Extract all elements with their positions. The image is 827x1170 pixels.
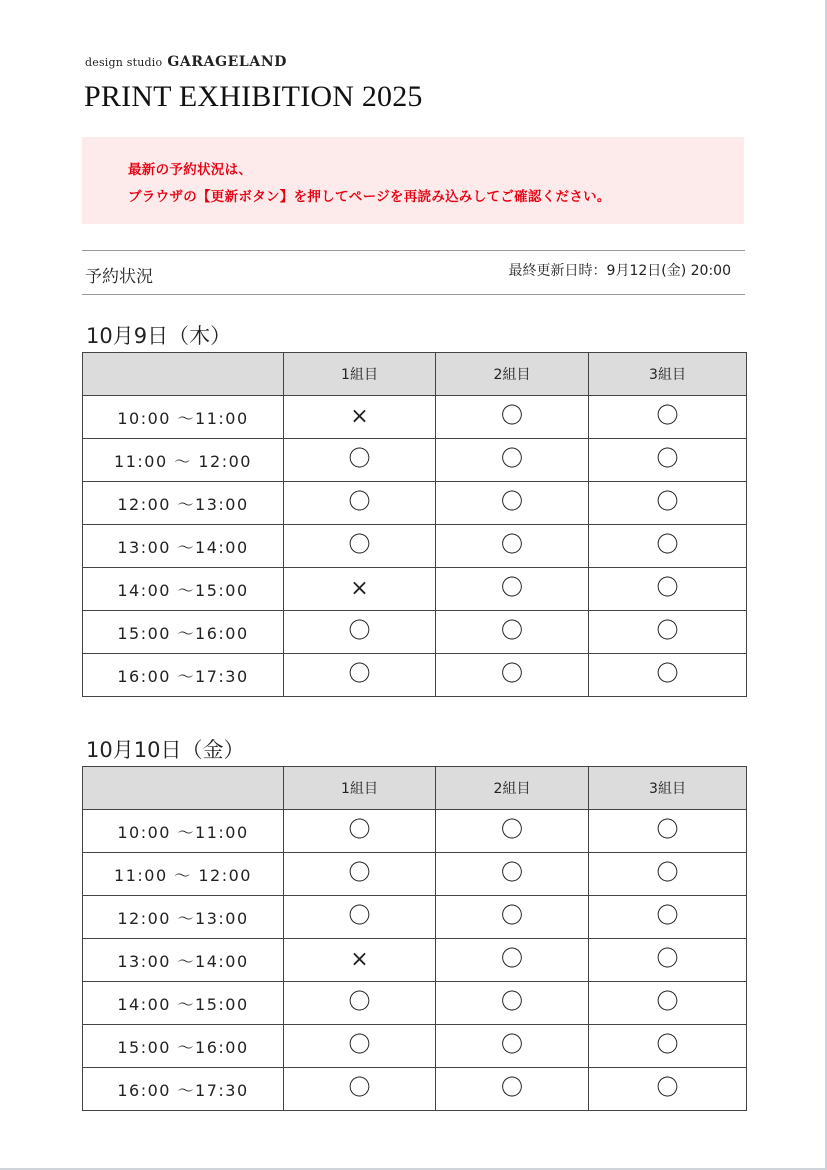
status-mark: 〇 [348,619,371,644]
last-updated: 最終更新日時：9月12日(金) 20:00 [508,263,731,279]
time-slot: 13:00 ～14:00 [83,939,284,982]
day-title: 10月9日（木） [86,324,232,348]
status-mark: 〇 [500,990,523,1015]
status-mark: × [350,404,369,429]
header-cell [83,353,284,396]
slot-status [436,853,589,896]
status-mark: 〇 [500,947,523,972]
slot-status [436,439,589,482]
slot-status [284,810,436,853]
status-mark: 〇 [656,662,679,687]
status-mark: 〇 [348,447,371,472]
slot-status [589,568,747,611]
header-cell: 2組目 [436,353,589,396]
status-bar [82,250,745,295]
slot-status [436,396,589,439]
day-title: 10月10日（金） [86,738,245,762]
slot-status [284,654,436,697]
status-mark: 〇 [656,861,679,886]
slot-status [284,396,436,439]
status-mark: 〇 [500,490,523,515]
status-mark: 〇 [348,533,371,558]
brand-prefix: design studio [85,56,163,69]
time-slot: 13:00 ～14:00 [83,525,284,568]
slot-status [589,853,747,896]
slot-status [284,611,436,654]
table-row [83,525,747,568]
time-slot: 14:00 ～15:00 [83,568,284,611]
status-mark: 〇 [348,904,371,929]
slot-status [436,810,589,853]
slot-status [284,896,436,939]
status-mark: 〇 [348,1033,371,1058]
slot-status [589,1068,747,1111]
slot-status [436,525,589,568]
slot-status [589,611,747,654]
reload-notice [82,137,744,224]
status-mark: 〇 [500,1033,523,1058]
slot-status [436,654,589,697]
slot-status [284,853,436,896]
status-mark: 〇 [656,404,679,429]
schedule-table [82,766,747,1111]
status-mark: 〇 [656,533,679,558]
table-row [83,896,747,939]
status-mark: 〇 [500,1076,523,1101]
status-mark: 〇 [348,1076,371,1101]
slot-status [284,982,436,1025]
slot-status [284,482,436,525]
header-cell: 1組目 [284,353,436,396]
table-row [83,568,747,611]
status-label: 予約状況 [85,267,153,287]
slot-status [436,568,589,611]
table-row [83,439,747,482]
header-cell: 2組目 [436,767,589,810]
time-slot: 16:00 ～17:30 [83,654,284,697]
header-cell: 3組目 [589,353,747,396]
status-mark: 〇 [348,861,371,886]
header-cell [83,767,284,810]
slot-status [589,810,747,853]
time-slot: 11:00 ～ 12:00 [83,439,284,482]
time-slot: 10:00 ～11:00 [83,810,284,853]
time-slot: 12:00 ～13:00 [83,896,284,939]
status-mark: 〇 [656,447,679,472]
slot-status [436,1025,589,1068]
table-header-row [83,353,747,396]
slot-status [436,939,589,982]
slot-status [589,482,747,525]
status-mark: 〇 [656,904,679,929]
slot-status [589,654,747,697]
header-cell: 1組目 [284,767,436,810]
status-mark: 〇 [656,576,679,601]
status-mark: 〇 [656,990,679,1015]
slot-status [589,1025,747,1068]
slot-status [436,982,589,1025]
slot-status [284,568,436,611]
slot-status [589,982,747,1025]
slot-status [589,939,747,982]
status-mark: 〇 [500,533,523,558]
table-row [83,1025,747,1068]
status-mark: 〇 [500,404,523,429]
time-slot: 14:00 ～15:00 [83,982,284,1025]
status-mark: 〇 [500,818,523,843]
status-mark: 〇 [656,1076,679,1101]
slot-status [436,896,589,939]
table-row [83,611,747,654]
time-slot: 16:00 ～17:30 [83,1068,284,1111]
status-mark: 〇 [656,490,679,515]
table-row [83,810,747,853]
slot-status [436,611,589,654]
status-mark: 〇 [348,990,371,1015]
status-mark: 〇 [656,619,679,644]
status-mark: 〇 [656,947,679,972]
slot-status [436,1068,589,1111]
status-mark: 〇 [500,861,523,886]
status-mark: × [350,576,369,601]
slot-status [284,439,436,482]
status-mark: 〇 [500,576,523,601]
table-row [83,982,747,1025]
table-row [83,482,747,525]
time-slot: 15:00 ～16:00 [83,1025,284,1068]
table-row [83,939,747,982]
slot-status [589,525,747,568]
status-mark: 〇 [500,662,523,687]
slot-status [284,1025,436,1068]
page-title: PRINT EXHIBITION 2025 [84,80,423,113]
time-slot: 11:00 ～ 12:00 [83,853,284,896]
status-mark: 〇 [348,662,371,687]
slot-status [589,396,747,439]
slot-status [284,939,436,982]
time-slot: 10:00 ～11:00 [83,396,284,439]
table-header-row [83,767,747,810]
notice-line-1: 最新の予約状況は、 [128,162,253,178]
status-mark: 〇 [656,818,679,843]
status-mark: 〇 [348,490,371,515]
slot-status [589,439,747,482]
status-mark: 〇 [500,447,523,472]
time-slot: 12:00 ～13:00 [83,482,284,525]
table-row [83,853,747,896]
brand-logo [85,53,287,69]
slot-status [284,525,436,568]
schedule-table [82,352,747,697]
table-row [83,396,747,439]
status-mark: 〇 [348,818,371,843]
table-row [83,654,747,697]
status-mark: × [350,947,369,972]
status-mark: 〇 [500,904,523,929]
slot-status [589,896,747,939]
slot-status [436,482,589,525]
status-mark: 〇 [500,619,523,644]
time-slot: 15:00 ～16:00 [83,611,284,654]
table-row [83,1068,747,1111]
header-cell: 3組目 [589,767,747,810]
slot-status [284,1068,436,1111]
brand-name: GARAGELAND [167,54,287,70]
status-mark: 〇 [656,1033,679,1058]
notice-line-2: ブラウザの【更新ボタン】を押してページを再読み込みしてご確認ください。 [128,189,611,205]
